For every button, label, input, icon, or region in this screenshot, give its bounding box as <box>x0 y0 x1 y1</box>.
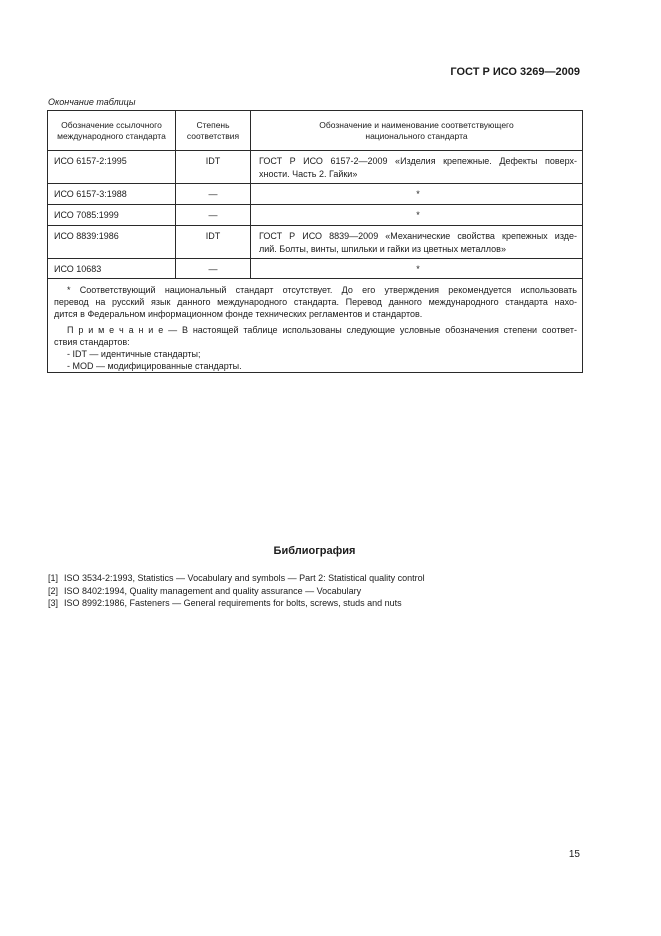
bibliography-text: ISO 8402:1994, Quality management and quality assurance — Vocabulary <box>64 585 362 596</box>
bibliography-text: ISO 8992:1986, Fasteners — General requirements for bolts, screws, studs and nuts <box>64 598 402 608</box>
cell-text: IDT <box>205 231 221 241</box>
cell-reference-standard <box>48 184 176 205</box>
cell-text-line: ГОСТ Р ИСО 8839—2009 «Механические свойства крепежных изде- <box>259 231 577 241</box>
cell-text-line: ГОСТ Р ИСО 6157-2—2009 «Изделия крепежные. Дефекты поверх- <box>259 156 577 166</box>
column-header-national-standard <box>251 111 583 151</box>
note-list-item: - MOD — модифицированные стандарты. <box>67 361 242 371</box>
cell-text: IDT <box>205 156 221 166</box>
bibliography-number: [1] <box>48 573 59 583</box>
table-row <box>48 259 583 279</box>
table-footnote-row <box>48 279 583 373</box>
header-line: соответствия <box>186 130 240 141</box>
bibliography-item <box>48 597 425 610</box>
footnote-marker: * <box>416 210 420 220</box>
header-line: национального стандарта <box>365 130 468 141</box>
bibliography-item <box>48 585 425 598</box>
cell-text-line: лий. Болты, винты, шпильки и гайки из цветных металлов» <box>259 244 506 254</box>
footnote-marker: * <box>416 264 420 274</box>
bibliography-number: [2] <box>48 585 59 596</box>
table-caption: Окончание таблицы <box>48 97 136 107</box>
bibliography-list <box>48 572 425 610</box>
note-line: П р и м е ч а н и е — В настоящей таблице использованы следующие условные обозначения степени соответ- <box>67 325 577 335</box>
cell-national-standard <box>251 151 583 184</box>
cell-text: ИСО 7085:1999 <box>54 210 119 220</box>
cell-text-line: хности. Часть 2. Гайки» <box>259 169 358 179</box>
cell-text: ИСО 6157-2:1995 <box>54 156 127 166</box>
cell-text: ИСО 6157-3:1988 <box>54 189 127 199</box>
column-header-reference-standard <box>48 111 176 151</box>
cell-national-standard <box>251 226 583 259</box>
standards-correspondence-table <box>47 110 583 373</box>
cell-reference-standard <box>48 205 176 226</box>
table-row <box>48 205 583 226</box>
cell-text: — <box>208 210 218 220</box>
header-line: международного стандарта <box>57 130 166 141</box>
cell-text: — <box>208 189 218 199</box>
bibliography-item <box>48 572 425 585</box>
table-row <box>48 226 583 259</box>
document-code: ГОСТ Р ИСО 3269—2009 <box>450 66 580 78</box>
bibliography-title: Библиография <box>273 545 356 557</box>
page-number: 15 <box>568 849 580 860</box>
footnote-line: перевод на русский язык данного международного стандарта. Перевод данного международного стандарта нахо- <box>54 297 577 307</box>
column-header-degree <box>176 111 251 151</box>
cell-reference-standard <box>48 226 176 259</box>
table-row <box>48 184 583 205</box>
footnote-line: * Соответствующий национальный стандарт отсутствует. До его утверждения рекомендуется использовать <box>67 285 577 295</box>
cell-text: — <box>208 264 218 274</box>
header-line: Степень <box>196 119 230 130</box>
cell-national-standard <box>251 205 583 226</box>
footnote-line: дится в Федеральном информационном фонде технических регламентов и стандартов. <box>54 309 423 319</box>
cell-degree <box>176 151 251 184</box>
cell-text: ИСО 10683 <box>54 264 102 274</box>
table-row <box>48 151 583 184</box>
cell-degree <box>176 259 251 279</box>
header-line: Обозначение и наименование соответствующего <box>319 119 514 130</box>
cell-degree <box>176 184 251 205</box>
bibliography-number: [3] <box>48 598 59 608</box>
bibliography-text: ISO 3534-2:1993, Statistics — Vocabulary and symbols — Part 2: Statistical quality control <box>64 573 425 583</box>
cell-national-standard <box>251 184 583 205</box>
cell-text: ИСО 8839:1986 <box>54 231 119 241</box>
table-footnote <box>48 279 583 373</box>
cell-reference-standard <box>48 259 176 279</box>
cell-degree <box>176 205 251 226</box>
cell-national-standard <box>251 259 583 279</box>
table-header-row <box>48 111 583 151</box>
note-line: ствия стандартов: <box>54 337 130 347</box>
cell-reference-standard <box>48 151 176 184</box>
header-line: Обозначение ссылочного <box>61 119 162 130</box>
cell-degree <box>176 226 251 259</box>
note-list-item: - IDT — идентичные стандарты; <box>67 349 201 359</box>
footnote-marker: * <box>416 189 420 199</box>
